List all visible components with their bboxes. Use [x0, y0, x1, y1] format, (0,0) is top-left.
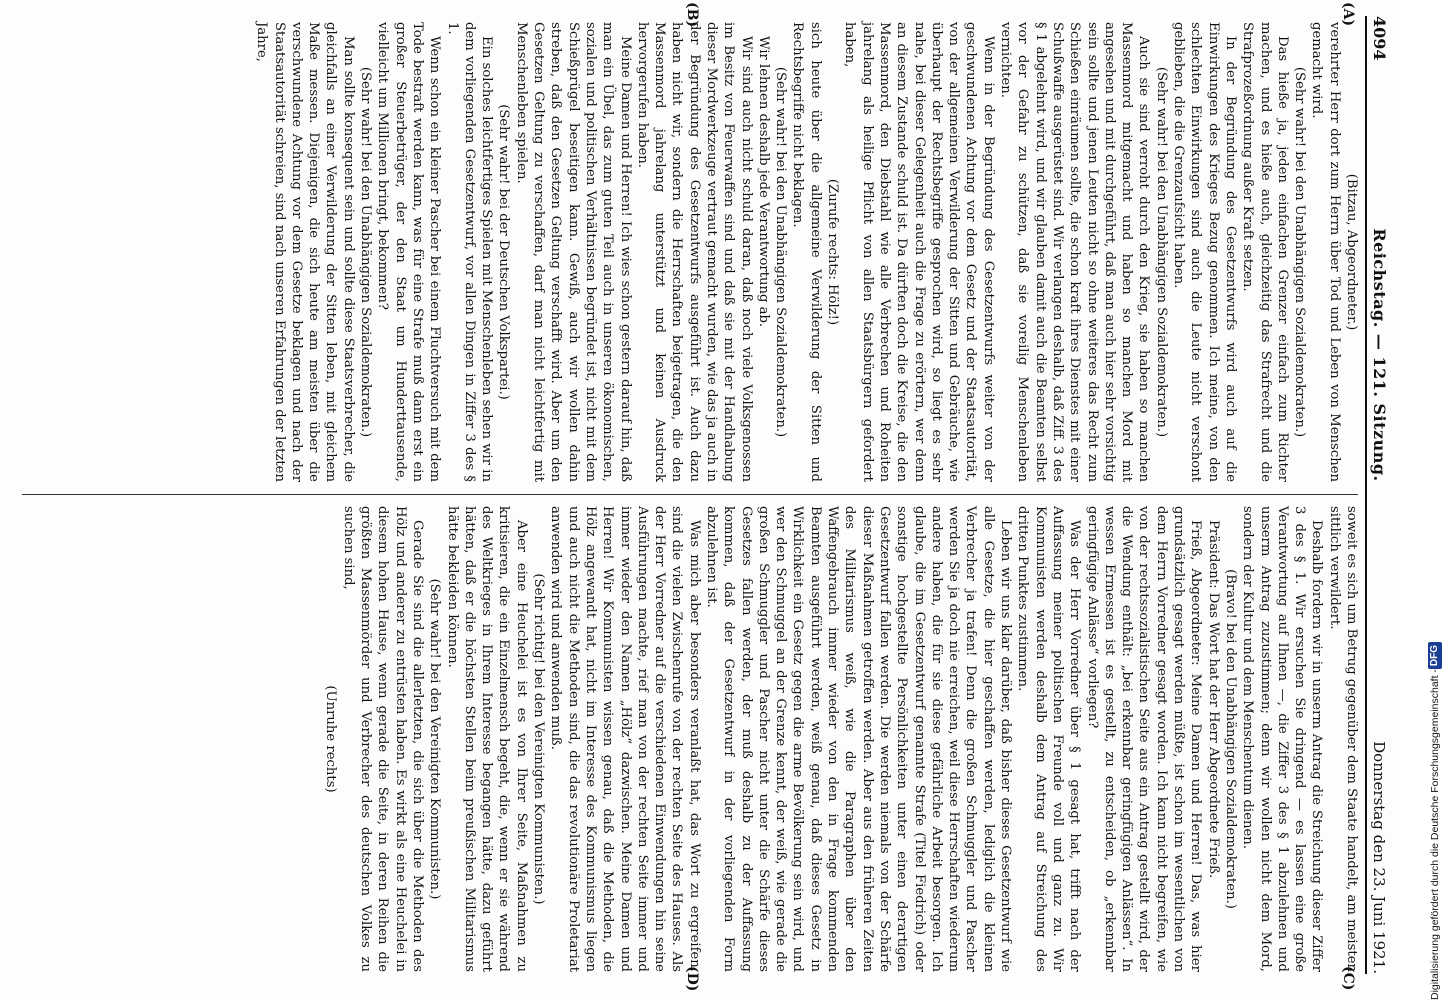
paragraph: Gerade Sie sind die allerletzten, die sich über die Methoden des Hölz und anderer zu entrüsten haben. Es wirkt als eine Heuchelei in diesem hohen Hause, wenn gerade die Seite, in deren Reihen die größten Massenmörder und Verbrecher des deutschen Volkes zu suchen sind,: [340, 506, 425, 972]
marker-c: (C): [1340, 966, 1356, 991]
paragraph: Wenn in der Begründung des Gesetzentwurfs weiter von der geschwundenen Achtung vor dem Gesetz und der Staatsautorität, von der allgemeinen Verwilderung der Sitten und Gebräuche, wie überhaupt der Rechtsbegriffe gesprochen wird, so liegt es sehr nahe, bei dieser Gelegenheit auch die Frage zu erörtern, wer denn an diesem Zustande schuld ist. Da dürften doch die Kreise, die den Massenmord, den Diebstahl wie alle Verbrechen und Roheiten jahrelang als heilige Pflicht von allen Staatsbürgern gefordert haben,: [842, 22, 996, 482]
paragraph: Man sollte konsequent sein und sollte diese Staatsverbrecher, die gleichfalls an einer Verwilderung der Sitten leben, mit gleichem Maße messen. Diejenigen, die sich heute am meisten über die verschwundene Achtung vor dem Gesetze beklagen und nach der Staatsautorität schreien, sind nach unseren Erfahrungen der letzten Jahre,: [254, 22, 356, 482]
paragraph: Aber eine Heuchelei ist es von Ihrer Seite, Maßnahmen zu kritisieren, die ein Einzelmensch begeht, die, wenn er sie während des Weltkrieges in Ihrem Interesse begangen hätte, dazu geführt hätten, daß er die höchsten Stellen beim preußischen Militarismus hätte bekleiden können.: [444, 506, 529, 972]
interjection: (Zurufe rechts: Hölz!): [825, 178, 841, 326]
speaker-note: (Bitzau, Abgeordneter.): [1344, 173, 1359, 331]
interjection: (Sehr wahr! bei den Unabhängigen Sozialdemokraten.): [773, 66, 789, 438]
page-header: [1365, 16, 1396, 974]
interjection: (Sehr wahr! bei den Unabhängigen Sozialdemokraten.): [358, 66, 374, 438]
attribution-text: Digitalisierung gefördert durch die Deutsche Forschungsgemeinschaft -: [1429, 669, 1441, 1000]
interjection: (Sehr wahr! bei den Unabhängigen Sozialdemokraten.): [1153, 66, 1169, 438]
paragraph: sich heute über die allgemeine Verwilderung der Sitten und Rechtsbegriffe nicht beklagen.: [790, 22, 823, 482]
paragraph: Das hieße ja, jeden einfachen Grenzer einfach zum Richter machen, und es hieße auch, gleichzeitig das Strafrecht und die Strafprozeßordnung außer Kraft setzen.: [1240, 22, 1290, 482]
paragraph: Leben wir uns klar darüber, daß bisher dieses Gesetzentwurf wie alle Gesetze, die hier geschaffen werden, lediglich die kleinen Verbrecher ja trafen! Denn die großen Schmuggler und Pascher werden Sie ja doch nie erreichen, weil diese Herrschaften wiederum andere haben, die für sie diese gefährliche Arbeit besorgen. Ich glaube, die im Gesetzentwurf genannte Strafe (Titel Fiedrich) oder sonstige hochgestellte Persönlichkeiten unter einen derartigen Gesetzentwurf fallen werden. Die werden niemals von der Schärfe dieser Maßnahmen getroffen werden. Aber aus den früheren Zeiten des Militarismus weiß, wie die Paragraphen über den Waffengebrauch immer wieder von den in Frage kommenden Beamten ausgeführt werden, weiß genau, daß dieses Gesetz in Wirklichkeit ein Gesetz gegen die arme Bevölkerung sein wird, und wer den Schmuggel an der Grenze kennt, der weiß, wie gerade die großen Schmuggler und Pascher nicht unter die Schärfe dieses Gesetzes fallen werden, der muß deshalb zu der Auffassung kommen, daß der Gesetzentwurf in der vorliegenden Form abzulehnen ist.: [704, 506, 1014, 972]
interjection: (Unruhe rechts): [323, 685, 339, 793]
paragraph: Wir sind auch nicht schuld daran, daß noch viele Volksgenossen im Besitz von Feuerwaffen sind und daß sie mit der Handhabung dieser Mordwerkzeuge vertraut gemacht wurden, wie das ja auch in der Begründung des Gesetzentwurfs ausgeführt ist. Auch dazu haben nicht wir, sondern die Herrschaften beigetragen, die den Massenmord jahrelang unterstützt und keinen Ausdruck hervorgerufen haben.: [634, 22, 754, 482]
marker-b: (B): [684, 2, 700, 28]
interjection: (Sehr wahr! bei den Unabhängigen Sozialdemokraten.): [1292, 66, 1308, 438]
paragraph: Frieß, Abgeordneter: Meine Damen und Herren! Das, was hier grundsätzlich gesagt werden müßte, ist schon im wesentlichen von dem Herrn Vorredner gesagt worden. Ich kann nicht begreifen, wie von der rechtssozialistischen Seite aus ein Antrag gestellt wird, der die Wendung enthält: „bei erkennbar geringfügigen Anlässen“. In wessen Ermessen ist es gestellt, zu entscheiden, ob „erkennbar geringfügige Anlässe“ vorliegen?: [1084, 506, 1204, 972]
right-column: [20, 506, 1360, 972]
paragraph: In der Begründung des Gesetzentwurfs wird auch auf die Einwirkungen des Krieges Bezug genommen. Ich meine, von den schlechten Einwirkungen sind auch die Leute nicht verschont geblieben, die die Grenzaufsicht haben.: [1171, 22, 1238, 482]
interjection: (Sehr wahr! bei den Vereinigten Kommunisten.): [427, 578, 443, 900]
paragraph: Was mich aber besonders veranlaßt hat, das Wort zu ergreifen, sind die vielen Zwischenrufe von der rechten Seite des Hauses. Als der Herr Vorredner auf die verschiedenen Einwendungen hin seine Ausführungen machte, rief man von der rechten Seite immer und immer wieder den Namen „Hölz“ dazwischen. Meine Damen und Herren! Wir Kommunisten wissen genau, daß die Methoden, die Hölz angewandt hat, nicht im Interesse des Kommunismus liegen und auch nicht die Methoden sind, die das revolutionäre Proletariat anwenden wird und anwenden muß.: [548, 506, 702, 972]
interjection: (Sehr richtig! bei den Vereinigten Kommunisten.): [531, 573, 547, 905]
interjection: (Sehr wahr! bei der Deutschen Volkspartei.): [496, 104, 512, 400]
paragraph: Wenn schon ein kleiner Pascher bei einem Fluchtversuch mit dem Tode bestraft werden kann, was für eine Strafe muß dann erst ein großer Steuerbetrüger, der den Staat um Hunderttausende, vielleicht um Millionen bringt, bekommen?: [375, 22, 443, 482]
paragraph: Was der Herr Vorredner über § 1 gesagt hat, trifft nach der Auffassung meiner politischen Freunde voll und ganz zu. Wir Kommunisten werden deshalb dem Antrag auf Streichung des dritten Punktes zustimmen.: [1015, 506, 1083, 972]
marker-a: (A): [1340, 2, 1356, 27]
session-title: Reichstag. — 121. Sitzung.: [1370, 228, 1389, 482]
digitization-attribution: [1428, 636, 1442, 1000]
dfg-logo: DFG: [1428, 642, 1442, 669]
paragraph: verehrter Herr dort zum Herrn über Tod und Leben von Menschen gemacht wird.: [1309, 22, 1342, 482]
paragraph: Deshalb fordern wir in unserm Antrag die Streichung dieser Ziffer 3 des § 1. Wir ersuchen Sie dringend — es lassen eine große Verantwortung auf Ihnen —, die Ziffer 3 des § 1 abzulehnen und unserm Antrag zuzustimmen; denn wir wollen nicht dem Mord, sondern der Kultur und dem Menschentum dienen.: [1240, 506, 1325, 972]
left-column: [20, 22, 1360, 482]
session-date: Donnerstag den 23. Juni 1921.: [1370, 741, 1388, 974]
paragraph: soweit es sich um Betrug gegenüber dem Staate handelt, am meisten sittlich verwildert.: [1326, 506, 1359, 972]
marker-d: (D): [684, 966, 700, 992]
paragraph: Ein solches leichtfertiges Spielen mit Menschenleben sehen wir in dem vorliegenden Gesetzentwurf, vor allen Dingen in Ziffer 3 des § 1.: [444, 22, 495, 482]
president-remark: Präsident: Das Wort hat der Herr Abgeordnete Frieß.: [1205, 520, 1221, 879]
paragraph: Wir lehnen deshalb jede Verantwortung ab.: [755, 36, 771, 328]
interjection: (Bravo! bei den Unabhängigen Sozialdemokraten.): [1222, 569, 1238, 909]
column-divider: [22, 494, 1358, 495]
page-number: 4094: [1370, 16, 1389, 61]
paragraph: Auch sie sind verroht durch den Krieg, sie haben so manchen Massenmord mitgemacht und haben so manchen Mord mit angesehen und mit durchgeführt, daß man auch hier sehr vorsichtig sein sollte und jenen Leuten nicht so ohne weiteres das Recht zum Schießen einräumen sollte, die schon kraft ihres Dienstes mit einer Schußwaffe ausgerüstet sind. Wir verlangen deshalb, daß Ziff. 3 des § 1 abgelehnt wird, und wir glauben damit auch die Beamten selbst vor der Gefahr zu schützen, daß sie voreilig Menschenleben vernichten.: [998, 22, 1152, 482]
paragraph: Meine Damen und Herren! Ich wies schon gestern darauf hin, daß man ein Übel, das zum guten Teil auch in unseren ökonomischen, sozialen und politischen Verhältnissen begründet ist, nicht mit dem Schießprügel beseitigen kann. Gewiß, auch wir wollen dahin streben, daß den Gesetzen Geltung verschafft wird. Aber um den Gesetzen Geltung zu verschaffen, darf man nicht leichtfertig mit Menschenleben spielen.: [513, 22, 633, 482]
